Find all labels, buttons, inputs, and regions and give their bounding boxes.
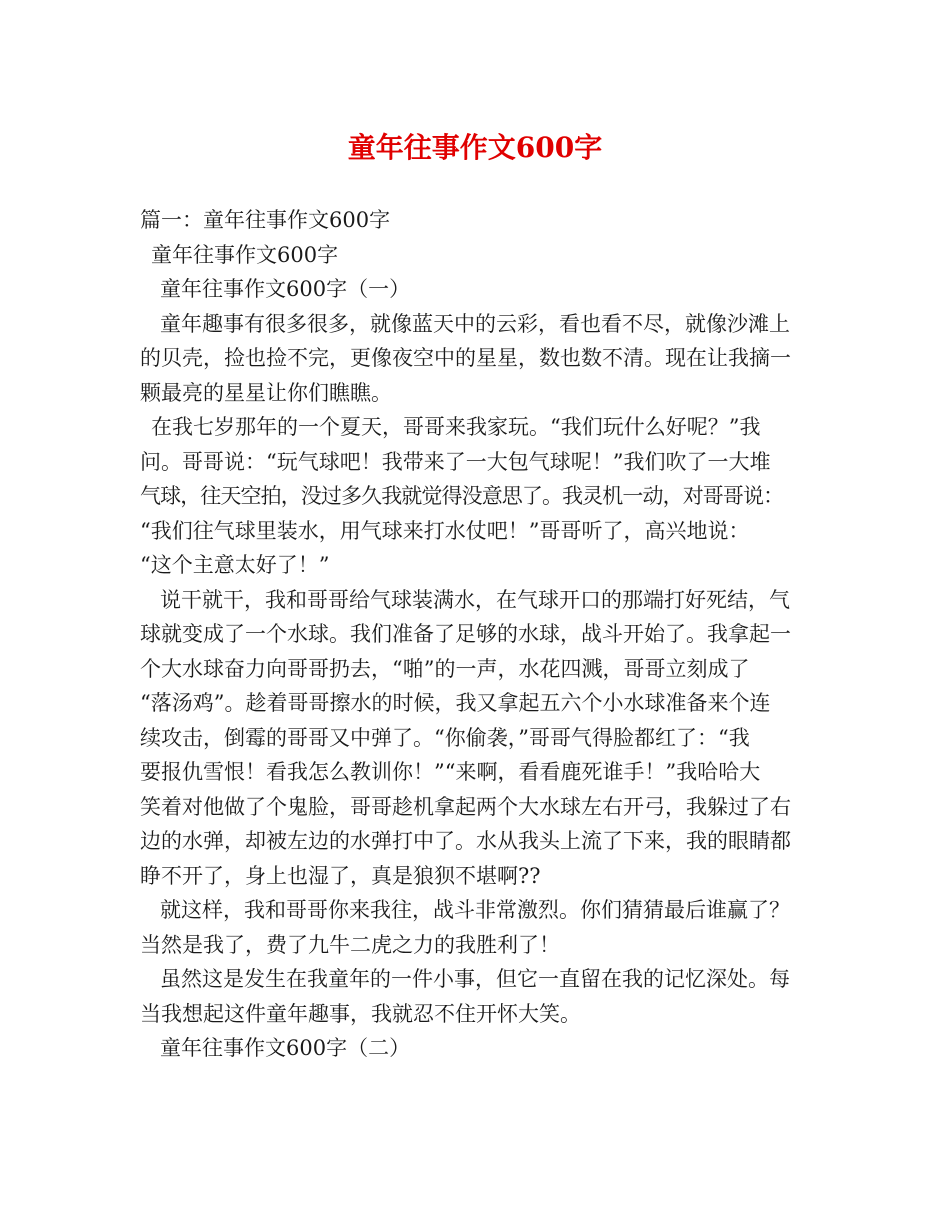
- text-line: 虽然这是发生在我童年的一件小事，但它一直留在我的记忆深处。每: [160, 967, 790, 991]
- text-line: 边的水弹，却被左边的水弹打中了。水从我头上流了下来，我的眼睛都: [140, 829, 791, 853]
- text-line: 说干就干，我和哥哥给气球装满水，在气球开口的那端打好死结，气: [160, 587, 790, 612]
- text-line: 篇一：童年往事作文600字: [140, 208, 391, 232]
- text-line: 问。哥哥说：“玩气球吧！我带来了一大包气球呢！”我们吹了一大堆: [140, 449, 771, 474]
- text-line: “我们往气球里装水，用气球来打水仗吧！”哥哥听了，高兴地说：: [140, 518, 750, 543]
- text-line: “落汤鸡”。趁着哥哥擦水的时候，我又拿起五六个小水球准备来个连: [140, 691, 771, 715]
- text-line: 在我七岁那年的一个夏天，哥哥来我家玩。“我们玩什么好呢？”我: [151, 415, 761, 439]
- text-line: 要报仇雪恨！看我怎么教训你！”“来啊，看看鹿死谁手！”我哈哈大: [140, 760, 761, 784]
- text-line: 童年往事作文600字: [151, 242, 339, 267]
- text-line: 睁不开了，身上也湿了，真是狼狈不堪啊??: [140, 863, 541, 888]
- text-line: 童年趣事有很多很多，就像蓝天中的云彩，看也看不尽，就像沙滩上: [160, 311, 790, 336]
- document-body: [140, 203, 820, 1066]
- text-line: 的贝壳，捡也捡不完，更像夜空中的星星，数也数不清。现在让我摘一: [140, 346, 791, 370]
- text-line: 当然是我了，费了九牛二虎之力的我胜利了！: [140, 932, 560, 957]
- text-line: 气球，往天空拍，没过多久我就觉得没意思了。我灵机一动，对哥哥说：: [140, 484, 784, 508]
- text-line: 个大水球奋力向哥哥扔去，“啪”的一声，水花四溅，哥哥立刻成了: [140, 656, 750, 681]
- text-line: 球就变成了一个水球。我们准备了足够的水球，战斗开始了。我拿起一: [140, 622, 791, 646]
- text-line: 笑着对他做了个鬼脸，哥哥趁机拿起两个大水球左右开弓，我躲过了右: [140, 794, 791, 819]
- text-line: 续攻击，倒霉的哥哥又中弹了。“你偷袭，”哥哥气得脸都红了：“我: [140, 725, 750, 750]
- document-title: 童年往事作文600字: [347, 131, 603, 164]
- text-line: 就这样，我和哥哥你来我往，战斗非常激烈。你们猜猜最后谁赢了？: [160, 898, 790, 922]
- text-line: 颗最亮的星星让你们瞧瞧。: [140, 380, 392, 405]
- text-line: 童年往事作文600字（二）: [160, 1036, 411, 1060]
- text-line: “这个主意太好了！”: [140, 553, 330, 577]
- text-line: 童年往事作文600字（一）: [160, 277, 411, 301]
- text-line: 当我想起这件童年趣事，我就忍不住开怀大笑。: [140, 1001, 581, 1026]
